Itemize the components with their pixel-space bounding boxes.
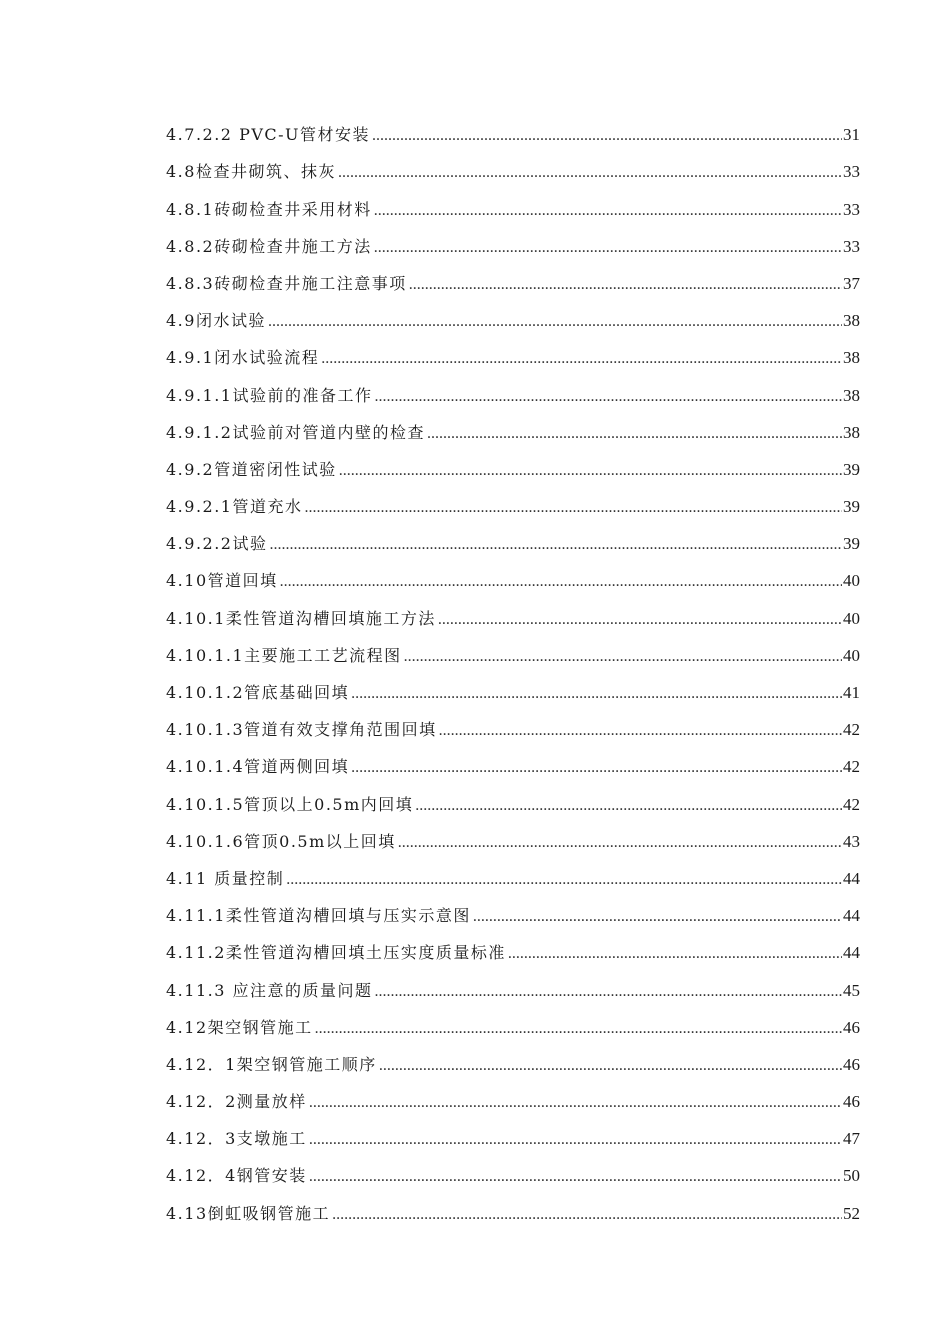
toc-leader-dots <box>338 164 842 182</box>
toc-entry-page: 33 <box>843 236 860 256</box>
toc-leader-dots <box>351 759 842 777</box>
toc-entry-page: 38 <box>843 385 860 405</box>
toc-entry[interactable] <box>166 1186 860 1223</box>
toc-entry-title: 4.12架空钢管施工 <box>166 1017 313 1037</box>
toc-entry[interactable] <box>166 815 860 852</box>
toc-entry-title: 4.11.1柔性管道沟槽回填与压实示意图 <box>166 906 471 926</box>
toc-entry[interactable] <box>166 257 860 294</box>
toc-entry[interactable] <box>166 777 860 814</box>
toc-entry-page: 39 <box>843 534 860 554</box>
toc-entry[interactable] <box>166 517 860 554</box>
toc-entry[interactable] <box>166 443 860 480</box>
toc-leader-dots <box>309 1168 842 1186</box>
toc-entry-page: 38 <box>843 422 860 442</box>
toc-leader-dots <box>439 722 842 740</box>
toc-leader-dots <box>280 573 842 591</box>
toc-entry-title: 4.10.1.1主要施工工艺流程图 <box>166 645 402 665</box>
toc-entry[interactable] <box>166 1001 860 1038</box>
toc-entry[interactable] <box>166 889 860 926</box>
toc-entry-title: 4.10.1.2管底基础回填 <box>166 683 350 702</box>
toc-entry-title: 4.7.2.2 PVC-U管材安装 <box>166 125 371 145</box>
toc-entry[interactable] <box>166 368 860 405</box>
toc-entry[interactable] <box>166 963 860 1000</box>
toc-leader-dots <box>379 1057 842 1075</box>
toc-entry[interactable] <box>166 554 860 591</box>
toc-entry-title: 4.10.1.4管道两侧回填 <box>166 757 350 777</box>
toc-leader-dots <box>315 1020 842 1038</box>
toc-entry-page: 42 <box>843 720 860 740</box>
toc-entry-page: 46 <box>843 1017 860 1037</box>
toc-leader-dots <box>309 1131 842 1149</box>
toc-entry[interactable] <box>166 182 860 219</box>
table-of-contents <box>166 108 860 1224</box>
toc-entry-title: 4.12．1架空钢管施工顺序 <box>166 1054 377 1074</box>
toc-leader-dots <box>269 536 842 554</box>
toc-entry-page: 37 <box>843 273 860 293</box>
toc-leader-dots <box>321 350 842 368</box>
toc-entry[interactable] <box>166 1075 860 1112</box>
toc-entry-title: 4.8.3砖砌检查井施工注意事项 <box>166 273 407 293</box>
toc-entry-title: 4.11 质量控制 <box>166 868 285 888</box>
toc-entry-title: 4.11.2柔性管道沟槽回填土压实度质量标准 <box>166 943 506 963</box>
toc-leader-dots <box>286 871 842 889</box>
toc-entry-title: 4.12．2测量放样 <box>166 1092 307 1112</box>
toc-entry[interactable] <box>166 331 860 368</box>
toc-leader-dots <box>374 388 842 406</box>
toc-leader-dots <box>427 425 842 443</box>
toc-entry-page: 45 <box>843 980 860 1000</box>
toc-leader-dots <box>398 834 842 852</box>
toc-entry[interactable] <box>166 740 860 777</box>
toc-entry-title: 4.8检查井砌筑、抹灰 <box>166 162 336 182</box>
toc-entry-title: 4.10.1柔性管道沟槽回填施工方法 <box>166 608 436 628</box>
toc-entry[interactable] <box>166 406 860 443</box>
toc-entry-page: 33 <box>843 199 860 219</box>
toc-entry-page: 40 <box>843 608 860 628</box>
toc-entry-page: 46 <box>843 1092 860 1112</box>
toc-entry[interactable] <box>166 926 860 963</box>
toc-leader-dots <box>309 1094 842 1112</box>
toc-entry-title: 4.8.1砖砌检查井采用材料 <box>166 199 372 219</box>
toc-entry[interactable] <box>166 220 860 257</box>
toc-entry-page: 40 <box>843 571 860 591</box>
toc-entry[interactable] <box>166 591 860 628</box>
toc-entry-page: 33 <box>843 162 860 182</box>
toc-entry-title: 4.12．4钢管安装 <box>166 1166 307 1186</box>
toc-entry[interactable] <box>166 629 860 666</box>
toc-leader-dots <box>372 127 842 145</box>
toc-entry-page: 50 <box>843 1166 860 1186</box>
toc-entry-page: 52 <box>843 1203 860 1223</box>
toc-entry-title: 4.10管道回填 <box>166 571 278 591</box>
toc-entry[interactable] <box>166 145 860 182</box>
toc-entry-title: 4.11.3 应注意的质量问题 <box>166 980 373 1000</box>
toc-entry-title: 4.13倒虹吸钢管施工 <box>166 1203 331 1223</box>
toc-entry-page: 42 <box>843 757 860 777</box>
toc-entry[interactable] <box>166 666 860 703</box>
toc-entry[interactable] <box>166 1149 860 1186</box>
toc-entry-title: 4.9.2管道密闭性试验 <box>166 459 337 479</box>
toc-entry[interactable] <box>166 1038 860 1075</box>
toc-leader-dots <box>374 983 842 1001</box>
toc-entry-page: 40 <box>843 645 860 665</box>
toc-entry-page: 43 <box>843 831 860 851</box>
toc-leader-dots <box>473 908 842 926</box>
toc-leader-dots <box>438 611 842 629</box>
toc-entry-page: 38 <box>843 348 860 368</box>
toc-entry-title: 4.9闭水试验 <box>166 311 266 331</box>
toc-entry[interactable] <box>166 852 860 889</box>
toc-entry[interactable] <box>166 703 860 740</box>
toc-entry-page: 44 <box>843 943 860 963</box>
toc-leader-dots <box>508 945 842 963</box>
toc-leader-dots <box>374 202 842 220</box>
toc-leader-dots <box>404 648 842 666</box>
toc-entry-page: 44 <box>843 868 860 888</box>
toc-entry-title: 4.12．3支墩施工 <box>166 1129 307 1149</box>
toc-entry[interactable] <box>166 480 860 517</box>
toc-entry-title: 4.9.1.2试验前对管道内壁的检查 <box>166 422 425 442</box>
toc-leader-dots <box>304 499 842 517</box>
toc-entry-title: 4.9.1.1试验前的准备工作 <box>166 385 373 405</box>
toc-entry[interactable] <box>166 1112 860 1149</box>
toc-entry-title: 4.10.1.5管顶以上0.5m内回填 <box>166 794 414 814</box>
toc-leader-dots <box>268 313 842 331</box>
toc-entry-title: 4.10.1.3管道有效支撑角范围回填 <box>166 720 437 740</box>
toc-entry-page: 31 <box>843 125 860 145</box>
toc-entry-page: 41 <box>843 683 860 702</box>
toc-leader-dots <box>339 462 842 480</box>
toc-entry[interactable] <box>166 108 860 145</box>
toc-leader-dots <box>374 239 842 257</box>
toc-entry[interactable] <box>166 294 860 331</box>
toc-entry-page: 42 <box>843 794 860 814</box>
toc-leader-dots <box>332 1206 842 1224</box>
toc-entry-title: 4.9.1闭水试验流程 <box>166 348 320 368</box>
toc-entry-page: 47 <box>843 1129 860 1149</box>
toc-entry-page: 38 <box>843 311 860 331</box>
toc-entry-page: 39 <box>843 497 860 517</box>
toc-leader-dots <box>409 276 842 294</box>
toc-leader-dots <box>415 797 842 815</box>
toc-entry-title: 4.8.2砖砌检查井施工方法 <box>166 236 372 256</box>
toc-entry-page: 44 <box>843 906 860 926</box>
toc-entry-page: 39 <box>843 459 860 479</box>
toc-entry-title: 4.9.2.2试验 <box>166 534 268 554</box>
toc-entry-title: 4.9.2.1管道充水 <box>166 497 303 517</box>
toc-entry-title: 4.10.1.6管顶0.5m以上回填 <box>166 831 396 851</box>
toc-leader-dots <box>351 685 842 703</box>
toc-entry-page: 46 <box>843 1054 860 1074</box>
